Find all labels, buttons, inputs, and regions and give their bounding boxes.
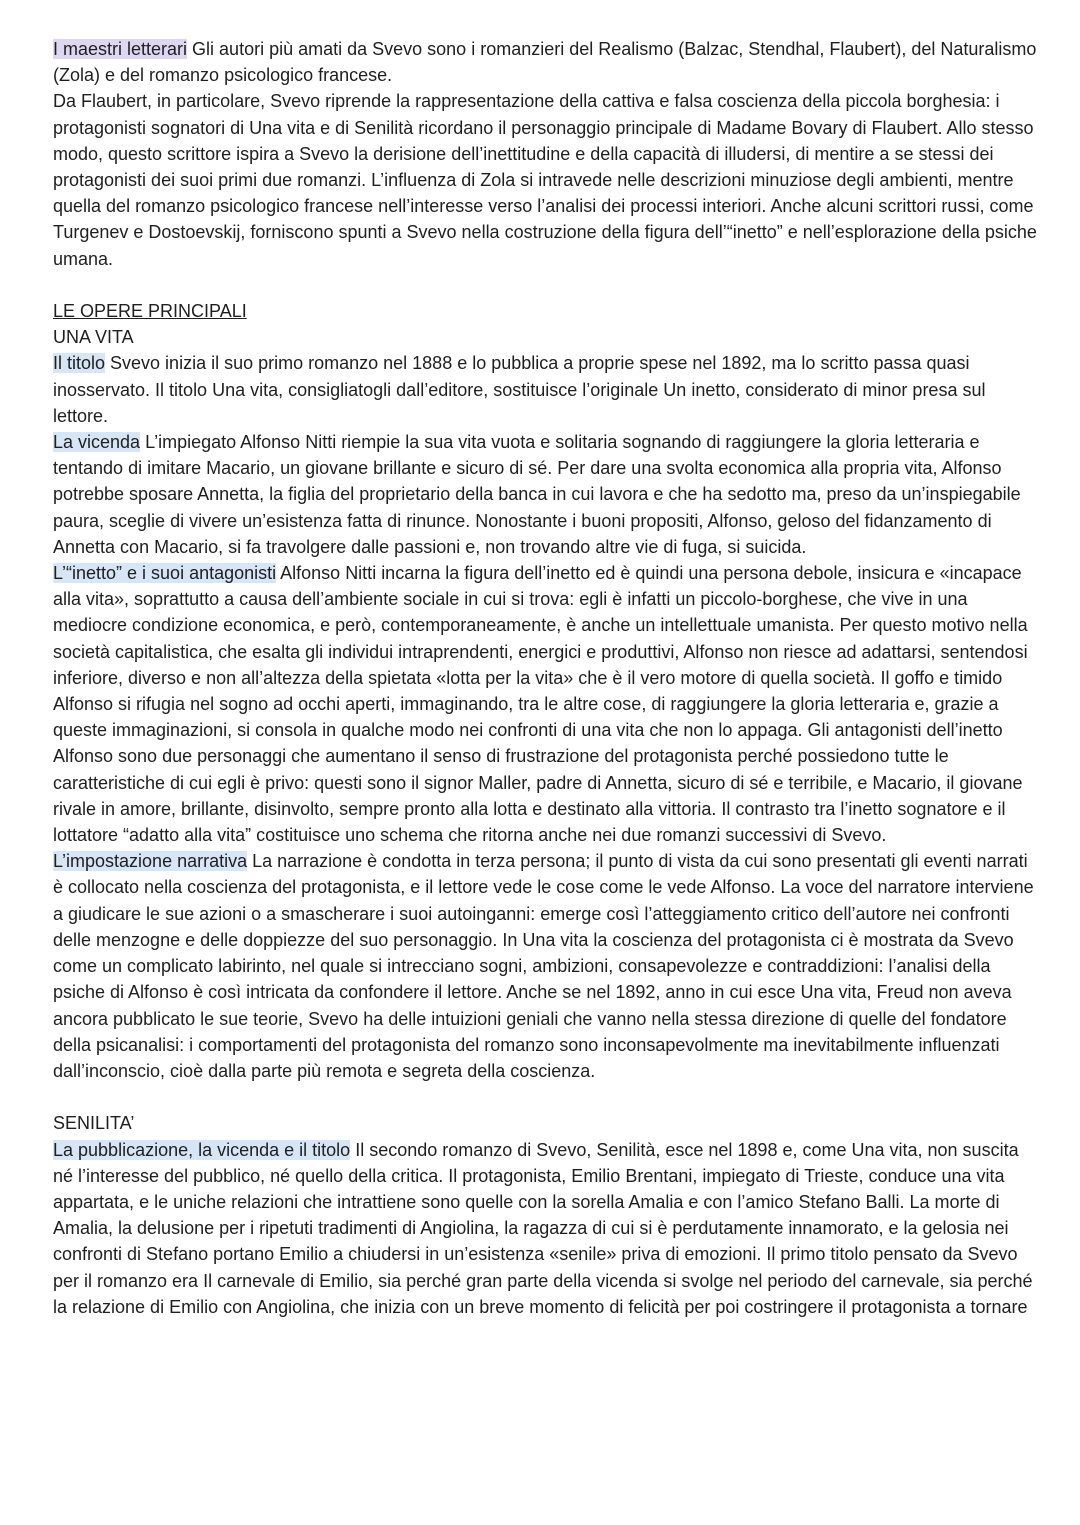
heading-impostazione: L’impostazione narrativa	[53, 851, 248, 872]
subtitle-senilita: SENILITA’	[53, 1113, 135, 1134]
heading-inetto: L’“inetto” e i suoi antagonisti	[53, 563, 277, 584]
paragraph-maestri	[53, 36, 1038, 88]
paragraph-flaubert: Da Flaubert, in particolare, Svevo riprende la rappresentazione della cattiva e falsa coscienza della piccola borghesia: i protagonisti sognatori di Una vita e di Senilità ricordano il personaggio principale di Madame Bovary di Flaubert. Allo stesso modo, questo scrittore ispira a Svevo la derisione dell’inettitudine e della capacità di illudersi, di mentire a se stessi dei protagonisti dei suoi primi due romanzi. L’influenza di Zola si intravede nelle descrizioni minuziose degli ambienti, mentre quella del romanzo psicologico francese nell’interesse verso l’analisi dei processi interiori. Anche alcuni scrittori russi, come Turgenev e Dostoevskij, forniscono spunti a Svevo nella costruzione della figura dell’“inetto” e nell’esplorazione della psiche umana.	[53, 91, 1037, 269]
spacer	[53, 272, 1038, 298]
paragraph-senilita	[53, 1137, 1038, 1320]
text-senilita: Il secondo romanzo di Svevo, Senilità, esce nel 1898 e, come Una vita, non suscita né l’interesse del pubblico, né quello della critica. Il protagonista, Emilio Brentani, impiegato di Trieste, conduce una vita appartata, e le uniche relazioni che intrattiene sono quelle con la sorella Amalia e con l’amico Stefano Balli. La morte di Amalia, la delusione per i ripetuti tradimenti di Angiolina, la ragazza di cui si è perdutamente innamorato, e la gelosia nei confronti di Stefano portano Emilio a chiudersi in un’esistenza «senile» priva di emozioni. Il primo titolo pensato da Svevo per il romanzo era Il carnevale di Emilio, sia perché gran parte della vicenda si svolge nel periodo del carnevale, sia perché la relazione di Emilio con Angiolina, che inizia con un breve momento di felicità per poi costringere il protagonista a tornare	[53, 1139, 1033, 1317]
subtitle-una-vita: UNA VITA	[53, 327, 134, 348]
heading-pubblicazione: La pubblicazione, la vicenda e il titolo	[53, 1139, 351, 1160]
text-maestri: Gli autori più amati da Svevo sono i romanzieri del Realismo (Balzac, Stendhal, Flaubert), del Naturalismo (Zola) e del romanzo psicologico francese.	[53, 39, 1037, 86]
text-inetto: Alfonso Nitti incarna la figura dell’inetto ed è quindi una persona debole, insicura e «incapace alla vita», soprattutto a causa dell’ambiente sociale in cui si trova: egli è infatti un piccolo-borghese, che vive in una mediocre condizione economica, e però, contemporaneamente, è anche un intellettuale umanista. Per questo motivo nella società capitalistica, che esalta gli individui intraprendenti, energici e produttivi, Alfonso non riesce ad adattarsi, sentendosi inferiore, diverso e non all’altezza della spietata «lotta per la vita» che è il vero motore di quella società. Il goffo e timido Alfonso si rifugia nel sogno ad occhi aperti, immaginando, tra le altre cose, di raggiungere la gloria letteraria e, grazie a queste immaginazioni, si consola in qualche modo nei confronti di una vita che non lo appaga. Gli antagonisti dell’inetto Alfonso sono due personaggi che aumentano il senso di frustrazione del protagonista perché possiedono tutte le caratteristiche di cui egli è privo: questi sono il signor Maller, padre di Annetta, sicuro di sé e terribile, e Macario, il giovane rivale in amore, brillante, disinvolto, sempre pronto alla lotta e destinato alla vittoria. Il contrasto tra l’inetto sognatore e il lottatore “adatto alla vita” costituisce uno schema che ritorna anche nei due romanzi successivi di Svevo.	[53, 563, 1028, 846]
paragraph-vicenda	[53, 429, 1038, 560]
paragraph-inetto	[53, 560, 1038, 848]
heading-vicenda: La vicenda	[53, 432, 141, 453]
heading-maestri-letterari: I maestri letterari	[53, 39, 188, 59]
paragraph-impostazione	[53, 848, 1038, 1084]
text-impostazione: La narrazione è condotta in terza persona; il punto di vista da cui sono presentati gli eventi narrati è collocato nella coscienza del protagonista, e il lettore vede le cose come le vede Alfonso. La voce del narratore interviene a giudicare le sue azioni o a smascherare i suoi autoinganni: emerge così l’atteggiamento critico dell’autore nei confronti delle menzogne e delle doppiezze del suo personaggio. In Una vita la coscienza del protagonista ci è mostrata da Svevo come un complicato labirinto, nel quale si intrecciano sogni, ambizioni, consapevolezze e contraddizioni: l’analisi della psiche di Alfonso è così intricata da confondere il lettore. Anche se nel 1892, anno in cui esce Una vita, Freud non aveva ancora pubblicato le sue teorie, Svevo ha delle intuizioni geniali che vanno nella stessa direzione di quelle del fondatore della psicanalisi: i comportamenti del protagonista del romanzo sono inconsapevolmente ma inevitabilmente influenzati dall’inconscio, cioè dalla parte più remota e segreta della coscienza.	[53, 851, 1034, 1081]
document-page	[53, 36, 1038, 1320]
paragraph-titolo	[53, 350, 1038, 429]
spacer	[53, 1084, 1038, 1110]
text-vicenda: L’impiegato Alfonso Nitti riempie la sua vita vuota e solitaria sognando di raggiungere la gloria letteraria e tentando di imitare Macario, un giovane brillante e sicuro di sé. Per dare una svolta economica alla propria vita, Alfonso potrebbe sposare Annetta, la figlia del proprietario della banca in cui lavora e che ha sedotto ma, preso da un’inspiegabile paura, sceglie di vivere un’esistenza fatta di rinunce. Nonostante i buoni propositi, Alfonso, geloso del fidanzamento di Annetta con Macario, si fa travolgere dalle passioni e, non trovando altre vie di fuga, si suicida.	[53, 432, 1021, 557]
text-titolo: Svevo inizia il suo primo romanzo nel 1888 e lo pubblica a proprie spese nel 1892, ma lo scritto passa quasi inosservato. Il titolo Una vita, consigliatogli dall’editore, sostituisce l’originale Un inetto, considerato di minor presa sul lettore.	[53, 353, 986, 426]
section-title-opere: LE OPERE PRINCIPALI	[53, 301, 247, 322]
heading-titolo: Il titolo	[53, 353, 106, 374]
